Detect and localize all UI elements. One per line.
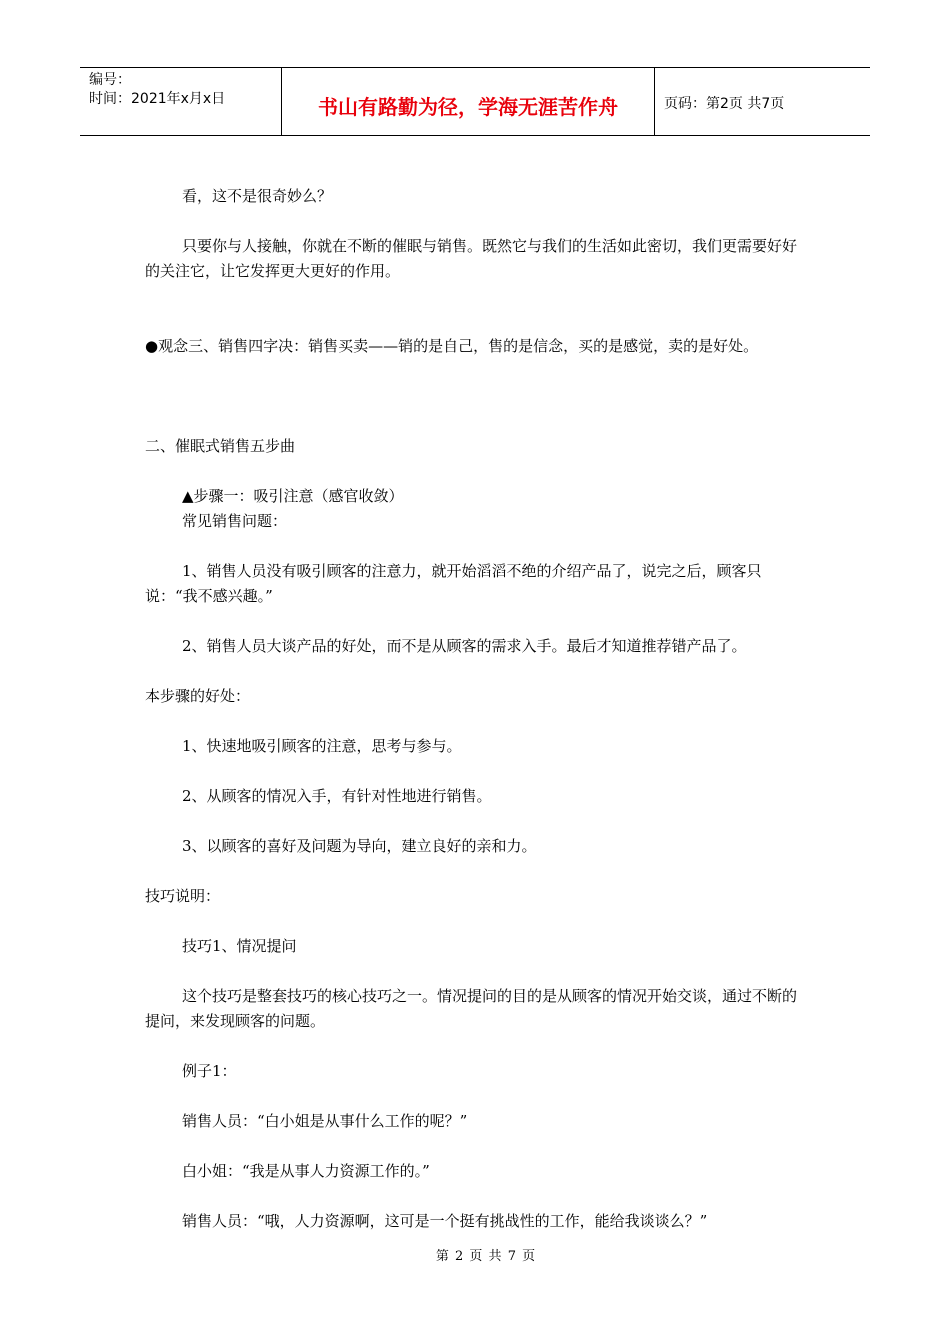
paragraph: 这个技巧是整套技巧的核心技巧之一。情况提问的目的是从顾客的情况开始交谈，通过不断的提问，来发现顾客的问题。 <box>145 987 798 1030</box>
list-item: 2、销售人员大谈产品的好处，而不是从顾客的需求入手。最后才知道推荐错产品了。 <box>182 637 747 655</box>
page-footer: 第 2 页 共 7 页 <box>435 1249 537 1264</box>
list-item: 3、以顾客的喜好及问题为导向，建立良好的亲和力。 <box>182 837 537 855</box>
dialogue-line: 白小姐：“我是从事人力资源工作的。” <box>182 1162 430 1180</box>
dialogue-line: 销售人员：“白小姐是从事什么工作的呢？” <box>182 1112 468 1130</box>
list-item: 1、销售人员没有吸引顾客的注意力，就开始滔滔不绝的介绍产品了，说完之后，顾客只说：“我不感兴趣。” <box>145 562 762 605</box>
paragraph-concept-three: ●观念三、销售四字决：销售买卖——销的是自己，售的是信念，买的是感觉，卖的是好处。 <box>145 337 759 355</box>
subheading: 常见销售问题： <box>182 512 288 530</box>
paragraph: 只要你与人接触，你就在不断的催眠与销售。既然它与我们的生活如此密切，我们更需要好好的关注它，让它发挥更大更好的作用。 <box>145 237 798 280</box>
paragraph: 看，这不是很奇妙么？ <box>182 187 333 205</box>
header-motto: 书山有路勤为径，学海无涯苦作舟 <box>282 68 655 135</box>
subheading: 技巧说明： <box>145 887 221 905</box>
header-meta <box>80 68 282 135</box>
subheading: 本步骤的好处： <box>145 687 251 705</box>
section-heading: 二、催眠式销售五步曲 <box>145 437 296 455</box>
document-header <box>80 67 870 136</box>
header-page-label: 页码：第2页 共7页 <box>664 95 785 112</box>
example-label: 例子1： <box>182 1062 237 1080</box>
number-label: 编号： <box>89 72 131 88</box>
list-item: 2、从顾客的情况入手，有针对性地进行销售。 <box>182 787 492 805</box>
dialogue-line: 销售人员：“哦，人力资源啊，这可是一个挺有挑战性的工作，能给我谈谈么？” <box>182 1212 708 1230</box>
list-item: 1、快速地吸引顾客的注意，思考与参与。 <box>182 737 462 755</box>
time-label: 时间：2021年x月x日 <box>89 91 226 107</box>
step-heading: ▲步骤一：吸引注意（感官收敛） <box>182 487 404 505</box>
technique-heading: 技巧1、情况提问 <box>182 937 297 955</box>
